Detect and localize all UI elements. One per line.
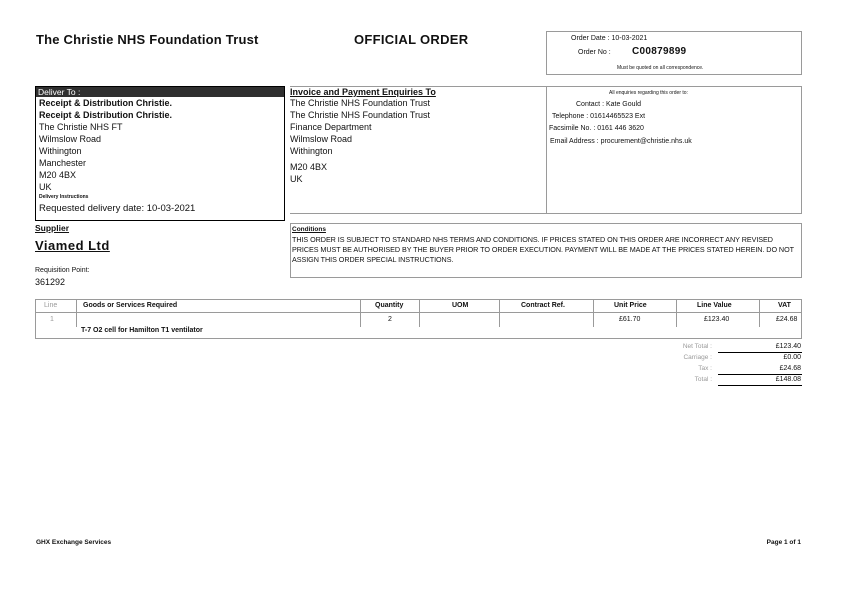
requisition-point-label: Requisition Point: <box>35 267 90 274</box>
row-vat: £24.68 <box>776 316 798 323</box>
row-description: T-7 O2 cell for Hamilton T1 ventilator <box>81 327 203 334</box>
net-total-label: Net Total : <box>682 343 712 350</box>
contact-name: Contact : Kate Gould <box>576 101 641 108</box>
invoice-line: M20 4BX <box>290 162 328 172</box>
contact-box <box>546 86 802 214</box>
row-line-value: £123.40 <box>704 316 730 323</box>
invoice-heading: Invoice and Payment Enquiries To <box>290 87 436 97</box>
deliver-to-heading: Deliver To : <box>36 87 284 97</box>
invoice-line: UK <box>290 174 303 184</box>
col-header-unit-price: Unit Price <box>614 302 647 309</box>
contact-email: Email Address : procurement@christie.nhs.uk <box>550 138 692 145</box>
col-header-line: Line <box>44 302 58 309</box>
col-header-line-value: Line Value <box>697 302 732 309</box>
order-no-note: Must be quoted on all correspondence. <box>617 65 704 71</box>
items-table <box>35 299 802 339</box>
conditions-label: Conditions <box>292 226 326 233</box>
col-header-quantity: Quantity <box>375 302 404 309</box>
invoice-line: Withington <box>290 146 333 156</box>
deliver-line: Receipt & Distribution Christie. <box>39 110 173 120</box>
invoice-line: Finance Department <box>290 122 372 132</box>
tax-label: Tax : <box>698 365 712 372</box>
order-no-label: Order No : <box>578 49 611 56</box>
order-date: Order Date : 10-03-2021 <box>571 35 648 42</box>
tax-value: £24.68 <box>779 365 801 372</box>
row-line-number: 1 <box>50 316 54 323</box>
footer-left: GHX Exchange Services <box>36 539 112 546</box>
conditions-box <box>290 223 802 278</box>
deliver-line: Withington <box>39 146 82 156</box>
supplier-label: Supplier <box>35 223 70 233</box>
trust-name: The Christie NHS Foundation Trust <box>36 32 259 47</box>
requisition-point-value: 361292 <box>35 277 66 287</box>
column-divider <box>76 300 77 327</box>
order-number: C00879899 <box>632 46 687 57</box>
deliver-line: Manchester <box>39 158 87 168</box>
net-total-value: £123.40 <box>775 343 801 350</box>
delivery-instructions-label: Delivery Instructions <box>39 194 89 200</box>
row-unit-price: £61.70 <box>619 316 641 323</box>
carriage-label: Carriage : <box>683 354 712 361</box>
column-divider <box>593 300 594 327</box>
column-divider <box>759 300 760 327</box>
contact-telephone: Telephone : 01614465523 Ext <box>552 113 646 120</box>
conditions-text: THIS ORDER IS SUBJECT TO STANDARD NHS TERMS AND CONDITIONS. IF PRICES STATED ON THIS ORDER ARE INCORRECT ANY REVISED PRICES MUST BE AUTHORISED BY THE BUYER PRIOR TO ORDER EXECUTION. PAYMENT WILL BE MADE AT THE PRICES STATED HEREIN. DO NOT ASSIGN THIS ORDER SPECIAL INSTRUCTIONS. <box>292 235 794 264</box>
column-divider <box>419 300 420 327</box>
invoice-line: The Christie NHS Foundation Trust <box>290 110 431 120</box>
contact-facsimile: Facsimile No. : 0161 446 3620 <box>549 125 644 132</box>
totals-rule <box>718 385 802 386</box>
page-number: Page 1 of 1 <box>766 539 801 546</box>
order-details-box <box>546 31 802 75</box>
deliver-to-box <box>35 86 285 221</box>
deliver-line: UK <box>39 182 52 192</box>
col-header-vat: VAT <box>778 302 791 309</box>
col-header-uom: UOM <box>452 302 469 309</box>
total-label: Total : <box>694 376 712 383</box>
row-quantity: 2 <box>388 316 392 323</box>
column-divider <box>676 300 677 327</box>
requested-delivery-date: Requested delivery date: 10-03-2021 <box>39 203 196 214</box>
contact-note: All enquiries regarding this order to: <box>609 90 688 96</box>
invoice-line: Wilmslow Road <box>290 134 353 144</box>
invoice-line: The Christie NHS Foundation Trust <box>290 98 431 108</box>
carriage-value: £0.00 <box>783 354 801 361</box>
column-divider <box>360 300 361 327</box>
totals-rule <box>718 374 802 375</box>
document-title: OFFICIAL ORDER <box>354 32 469 47</box>
total-value: £148.08 <box>775 376 801 383</box>
supplier-name: Viamed Ltd <box>35 238 110 253</box>
column-divider <box>499 300 500 327</box>
deliver-line: Wilmslow Road <box>39 134 102 144</box>
totals-rule <box>718 352 802 353</box>
deliver-line: Receipt & Distribution Christie. <box>39 98 173 108</box>
col-header-goods: Goods or Services Required <box>83 302 178 309</box>
deliver-line: The Christie NHS FT <box>39 122 123 132</box>
deliver-line: M20 4BX <box>39 170 77 180</box>
col-header-contract: Contract Ref. <box>521 302 565 309</box>
invoice-enquiries-box <box>290 86 546 214</box>
